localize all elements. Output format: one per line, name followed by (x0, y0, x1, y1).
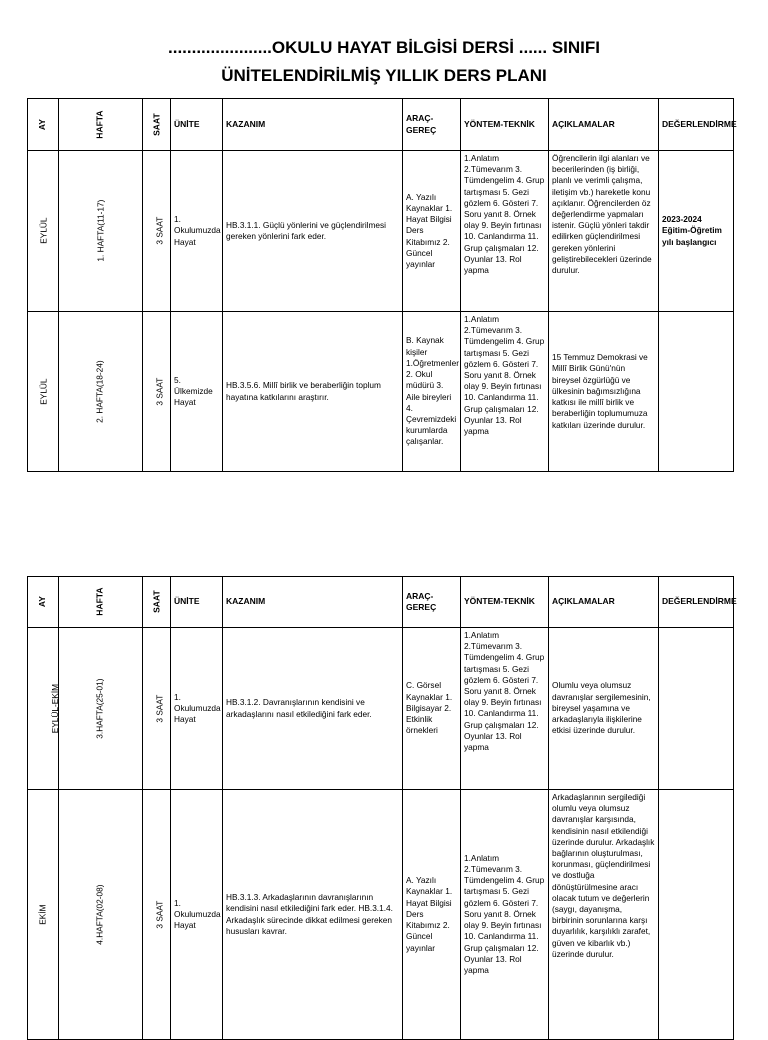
cell-ay: EYLÜL (28, 312, 59, 472)
cell-aciklama: 15 Temmuz Demokrasi ve Millî Birlik Günü'nün bireysel özgürlüğü ve ülkesinin bağımsızlığına katkısı ile millî birlik ve beraberliğin toplumumuza katkıları üzerinde durulur. (549, 312, 659, 472)
cell-kazanim: HB.3.5.6. Millî birlik ve beraberliğin toplum hayatına katkılarını araştırır. (223, 312, 403, 472)
cell-saat: 3 SAAT (143, 312, 171, 472)
table-header-row (28, 99, 734, 151)
cell-saat: 3 SAAT (143, 790, 171, 1040)
header-kazanim: KAZANIM (223, 99, 403, 151)
cell-aciklama: Öğrencilerin ilgi alanları ve becerilerinden (iş birliği, planlı ve verimli çalışma, iletişim vb.) hareketle konu açıklanır. Öğrencilerden öz değerlendirme yapmaları istenir. Güçlü yönleri takdir edilirken güçlendirilmesi gereken yönlerini geliştirebilecekleri üzerinde durulur. (549, 151, 659, 312)
document-title: ......................OKULU HAYAT BİLGİSİ DERSİ ...... SINIFI (168, 38, 600, 57)
cell-ay: EYLÜL (28, 151, 59, 312)
table-header-row (28, 577, 734, 628)
cell-degerlendirme (659, 628, 734, 790)
header-saat: SAAT (143, 577, 171, 628)
header-kazanim: KAZANIM (223, 577, 403, 628)
cell-unite: 1. Okulumuzda Hayat (171, 628, 223, 790)
cell-degerlendirme: 2023-2024 Eğitim-Öğretim yılı başlangıcı (659, 151, 734, 312)
header-ay: AY (28, 99, 59, 151)
cell-arac: A. Yazılı Kaynaklar 1. Hayat Bilgisi Ders Kitabımız 2. Güncel yayınlar (403, 151, 461, 312)
cell-unite: 1. Okulumuzda Hayat (171, 151, 223, 312)
header-hafta: HAFTA (59, 99, 143, 151)
cell-degerlendirme (659, 790, 734, 1040)
table-row (28, 628, 734, 790)
cell-aciklama: Olumlu veya olumsuz davranışlar sergilemesinin, bireysel yaşamına ve arkadaşlarıyla ilişkilerine etkisi üzerinde durulur. (549, 628, 659, 790)
cell-yontem: 1.Anlatım 2.Tümevarım 3. Tümdengelim 4. Grup tartışması 5. Gezi gözlem 6. Gösteri 7. Soru yanıt 8. Örnek olay 9. Beyin fırtınası 10. Canlandırma 11. Grup çalışmaları 12. Oyunlar 13. Rol yapma (461, 312, 549, 472)
cell-saat: 3 SAAT (143, 628, 171, 790)
cell-aciklama: Arkadaşlarının sergilediği olumlu veya olumsuz davranışlar karşısında, kendisinin nasıl etkilendiği üzerinde durulur. Arkadaşlık bağlarının oluşturulması, korunması, güçlendirilmesi ve dostluğa dönüştürülmesine aracı olacak tutum ve değerlerin (saygı, dayanışma, birbirinin sorunlarına karşı duyarlılık, karşılıklı zarafet, güven ve kibarlık vb.) üzerinde durulur. (549, 790, 659, 1040)
header-hafta: HAFTA (59, 577, 143, 628)
table-row (28, 312, 734, 472)
cell-hafta: 3.HAFTA(25-01) (59, 628, 143, 790)
cell-saat: 3 SAAT (143, 151, 171, 312)
cell-yontem: 1.Anlatım 2.Tümevarım 3. Tümdengelim 4. Grup tartışması 5. Gezi gözlem 6. Gösteri 7. Soru yanıt 8. Örnek olay 9. Beyin fırtınası 10. Canlandırma 11. Grup çalışmaları 12. Oyunlar 13. Rol yapma (461, 790, 549, 1040)
cell-arac: A. Yazılı Kaynaklar 1. Hayat Bilgisi Ders Kitabımız 2. Güncel yayınlar (403, 790, 461, 1040)
cell-kazanim: HB.3.1.3. Arkadaşlarının davranışlarının kendisini nasıl etkilediğini fark eder. HB.3.1.4. Arkadaşlık sürecinde dikkat edilmesi gereken hususları kavrar. (223, 790, 403, 1040)
header-aciklamalar: AÇIKLAMALAR (549, 577, 659, 628)
header-ay: AY (28, 577, 59, 628)
header-degerlendirme: DEĞERLENDİRME (659, 99, 734, 151)
header-degerlendirme: DEĞERLENDİRME (659, 577, 734, 628)
header-saat: SAAT (143, 99, 171, 151)
header-arac: ARAÇ-GEREÇ (403, 577, 461, 628)
cell-hafta: 4.HAFTA(02-08) (59, 790, 143, 1040)
header-unite: ÜNİTE (171, 577, 223, 628)
cell-hafta: 2. HAFTA(18-24) (59, 312, 143, 472)
plan-table-1 (27, 98, 737, 472)
plan-table-2 (27, 576, 737, 1040)
header-yontem: YÖNTEM-TEKNİK (461, 99, 549, 151)
cell-ay: EKİM (28, 790, 59, 1040)
cell-arac: C. Görsel Kaynaklar 1. Bilgisayar 2. Etkinlik örnekleri (403, 628, 461, 790)
cell-kazanim: HB.3.1.2. Davranışlarının kendisini ve arkadaşlarını nasıl etkilediğini fark eder. (223, 628, 403, 790)
table-row (28, 151, 734, 312)
cell-degerlendirme (659, 312, 734, 472)
cell-hafta: 1. HAFTA(11-17) (59, 151, 143, 312)
cell-ay: EYLÜL-EKİM (28, 628, 59, 790)
cell-unite: 5. Ülkemizde Hayat (171, 312, 223, 472)
cell-kazanim: HB.3.1.1. Güçlü yönlerini ve güçlendirilmesi gereken yönlerini fark eder. (223, 151, 403, 312)
header-yontem: YÖNTEM-TEKNİK (461, 577, 549, 628)
cell-arac: B. Kaynak kişiler 1.Öğretmenler 2. Okul müdürü 3. Aile bireyleri 4. Çevremizdeki kurumlarda çalışanlar. (403, 312, 461, 472)
cell-yontem: 1.Anlatım 2.Tümevarım 3. Tümdengelim 4. Grup tartışması 5. Gezi gözlem 6. Gösteri 7. Soru yanıt 8. Örnek olay 9. Beyin fırtınası 10. Canlandırma 11. Grup çalışmaları 12. Oyunlar 13. Rol yapma (461, 628, 549, 790)
cell-unite: 1. Okulumuzda Hayat (171, 790, 223, 1040)
table-row (28, 790, 734, 1040)
header-unite: ÜNİTE (171, 99, 223, 151)
cell-yontem: 1.Anlatım 2.Tümevarım 3. Tümdengelim 4. Grup tartışması 5. Gezi gözlem 6. Gösteri 7. Soru yanıt 8. Örnek olay 9. Beyin fırtınası 10. Canlandırma 11. Grup çalışmaları 12. Oyunlar 13. Rol yapma (461, 151, 549, 312)
document-subtitle: ÜNİTELENDİRİLMİŞ YILLIK DERS PLANI (221, 66, 547, 85)
header-arac: ARAÇ-GEREÇ (403, 99, 461, 151)
header-aciklamalar: AÇIKLAMALAR (549, 99, 659, 151)
